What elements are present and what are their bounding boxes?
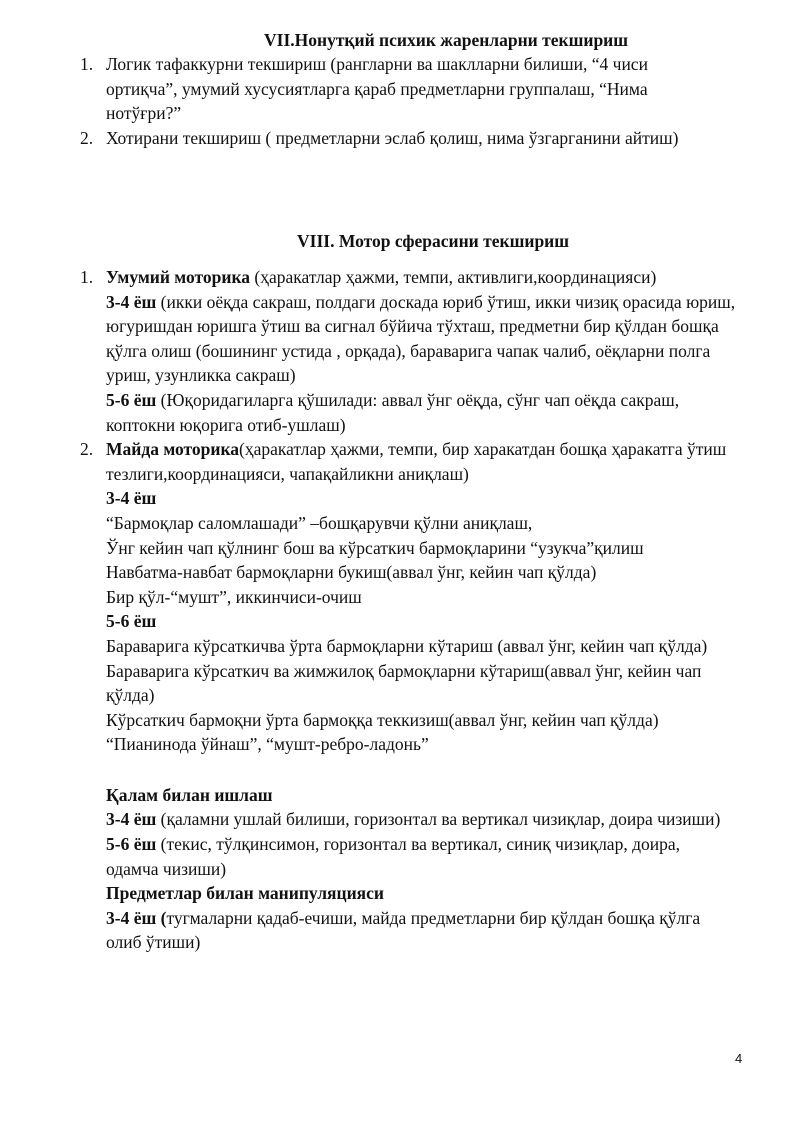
age-label: 3-4 ёш: [106, 291, 157, 312]
spacer: [106, 757, 734, 783]
pencil-title: Қалам билан ишлаш: [106, 784, 273, 805]
item-number: 1.: [80, 267, 94, 287]
age-text: (текис, тўлқинсимон, горизонтал ва вертикал, синиқ чизиқлар, доира, одамча чизиши): [106, 834, 680, 879]
age-text: тугмаларни қадаб-ечиши, майда предметларни бир қўлдан бошқа қўлга олиб ўтиши): [106, 907, 701, 953]
fine-motor-desc: (ҳаракатлар ҳажми, темпи, бир харакатдан бошқа ҳаракатга ўтиш тезлиги,координацияси, чапақайликни аниқлаш): [106, 439, 727, 484]
pencil-3-4: [106, 807, 736, 832]
section-7-title: VII.Нонутқий психик жаренларни текшириш: [264, 30, 629, 50]
age-label: 3-4 ёш: [106, 488, 157, 509]
exercise-line: Кўрсаткич бармоқни ўрта бармоққа теккизиш(аввал ўнг, кейин чап қўлда): [106, 709, 659, 730]
section-7-item-1: [0, 52, 734, 126]
age-label: 5-6 ёш: [106, 834, 157, 855]
age-text: (икки оёқда сакраш, полдаги доскада юриб ўтиш, икки чизиқ орасида юриш, югуришдан юришга ўтиш ва сигнал бўйича тўхташ, предметни бир қўлдан бошқа қўлга олиш (бошининг устида , орқада), бараварига чапак чалиб, оёқларни полга уриш, узунликка сакраш): [106, 291, 736, 386]
age-label: 3-4 ёш: [106, 809, 157, 830]
exercise-line: “Пианинода ўйнаш”, “мушт-ребро-ладонь”: [106, 734, 429, 755]
item-number: 2.: [80, 439, 94, 460]
section-7-list: [0, 52, 800, 150]
section-7-item-2: [0, 126, 734, 151]
section-8-item-1: [0, 265, 734, 437]
exercise-line: Бараварига кўрсаткич ва жимжилоқ бармоқларни кўтариш(аввал ўнг, кейин чап қўлда): [106, 660, 702, 706]
section-8-title: VIII. Мотор сферасини текшириш: [297, 231, 570, 251]
gross-motor-3-4: [106, 290, 736, 388]
exercise-line: “Бармоқлар саломлашади” –бошқарувчи қўлни аниқлаш,: [106, 512, 533, 533]
exercise-line: Навбатма-навбат бармоқларни букиш(аввал ўнг, кейин чап қўлда): [106, 562, 597, 583]
pencil-5-6: [106, 832, 736, 881]
exercise-line: Бир қўл-“мушт”, иккинчиси-очиш: [106, 586, 362, 607]
page-number: 4: [735, 1051, 743, 1066]
exercise-line: Бараварига кўрсаткичва ўрта бармоқларни кўтариш (аввал ўнг, кейин чап қўлда): [106, 635, 708, 656]
gross-motor-5-6: [106, 388, 736, 437]
age-label: 3-4 ёш (: [106, 907, 167, 928]
manipulation-title: Предметлар билан манипуляцияси: [106, 883, 385, 904]
gross-motor-title: Умумий моторика: [106, 267, 251, 287]
fine-motor-heading: [106, 437, 736, 486]
age-text: (қаламни ушлай билиши, горизонтал ва вертикал чизиқлар, доира чизиши): [156, 809, 721, 830]
item-number: 1.: [80, 54, 94, 74]
manipulation-3-4: [106, 906, 736, 955]
fine-motor-title: Майда моторика: [106, 439, 240, 460]
section-8-list: [0, 265, 800, 955]
item-line: нотўғри?”: [106, 103, 182, 124]
item-line: Хотирани текшириш ( предметларни эслаб қолиш, нима ўзгарганини айтиш): [106, 127, 679, 148]
age-label: 5-6 ёш: [106, 389, 157, 410]
age-text: (Юқоридагиларга қўшилади: аввал ўнг оёқда, сўнг чап оёқда сакраш, коптокни юқорига отиб-ушлаш): [106, 389, 680, 435]
item-line: ортиқча”, умумий хусусиятларга қараб предметларни группалаш, “Нима: [106, 78, 648, 99]
item-number: 2.: [80, 127, 94, 148]
section-8-item-2: [0, 437, 734, 955]
item-line: Логик тафаккурни текшириш (рангларни ва шаклларни билиши, “4 чиси: [106, 54, 648, 74]
gross-motor-desc: (ҳаракатлар ҳажми, темпи, активлиги,координацияси): [250, 267, 657, 287]
age-label: 5-6 ёш: [106, 611, 157, 632]
gross-motor-heading: [106, 265, 736, 290]
exercise-line: Ўнг кейин чап қўлнинг бош ва кўрсаткич бармоқларини “узукча”қилиш: [106, 537, 644, 558]
